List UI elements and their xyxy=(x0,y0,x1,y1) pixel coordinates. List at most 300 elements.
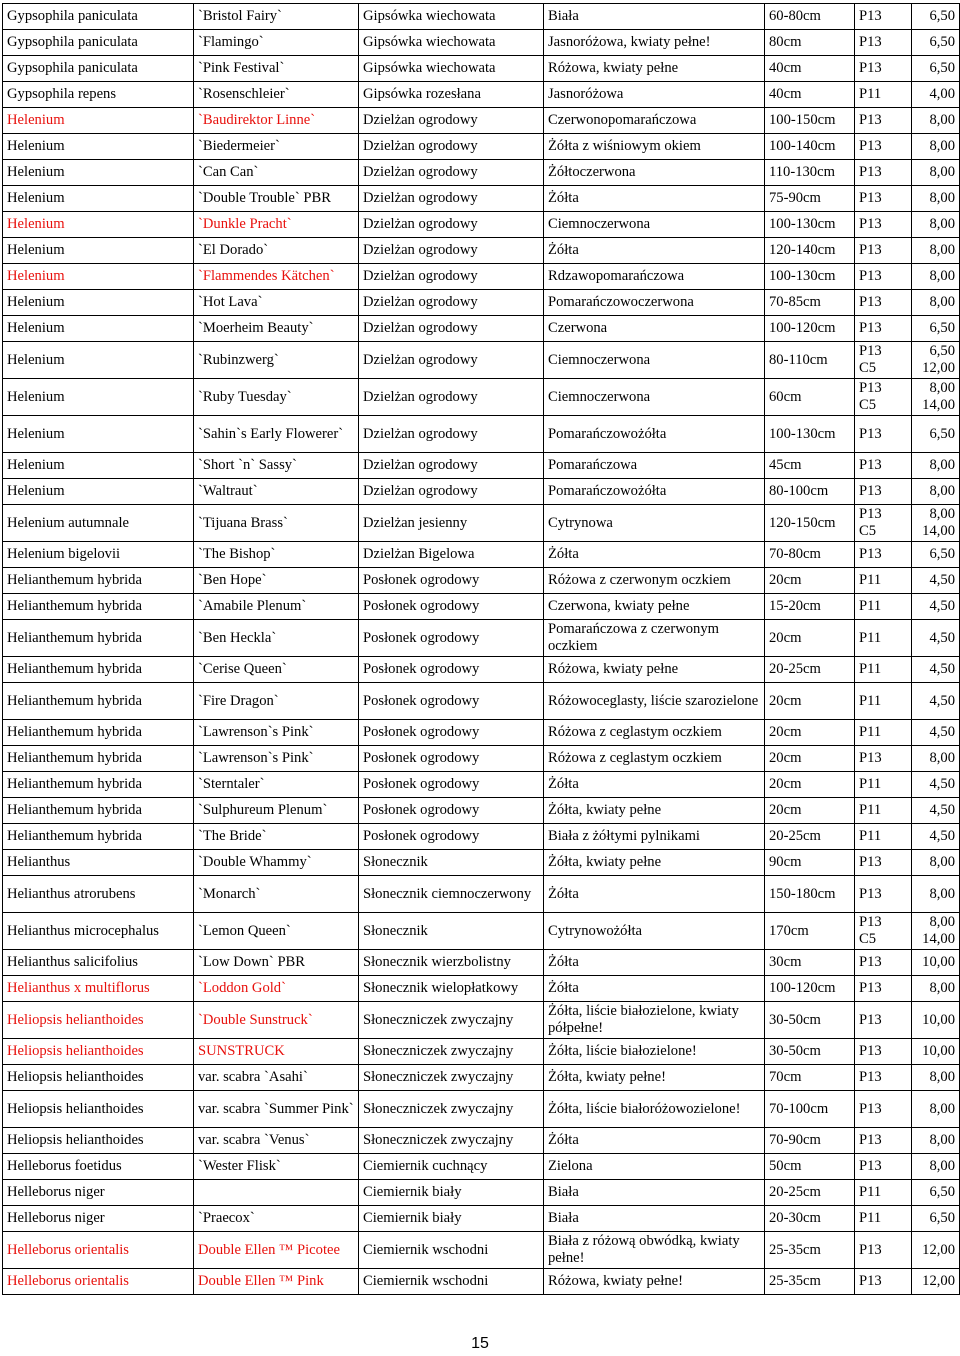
latin-name-cell: Helleborus niger xyxy=(3,1206,194,1232)
description-cell: Biała z żółtymi pylnikami xyxy=(544,824,765,850)
table-row xyxy=(3,876,960,913)
pot-size-cell: P13 xyxy=(855,238,912,264)
height-cell: 40cm xyxy=(765,82,855,108)
height-cell: 110-130cm xyxy=(765,160,855,186)
description-cell: Biała xyxy=(544,4,765,30)
description-cell: Żółta, kwiaty pełne xyxy=(544,798,765,824)
cultivar-cell: `El Dorado` xyxy=(194,238,359,264)
height-cell: 20cm xyxy=(765,683,855,720)
description-cell: Różowa z czerwonym oczkiem xyxy=(544,568,765,594)
height-cell: 20cm xyxy=(765,798,855,824)
height-cell: 20-30cm xyxy=(765,1206,855,1232)
description-cell: Różowoceglasty, liście szarozielone xyxy=(544,683,765,720)
table-row xyxy=(3,798,960,824)
price-cell: 8,00 xyxy=(912,264,960,290)
description-cell: Biała z różową obwódką, kwiaty pełne! xyxy=(544,1232,765,1269)
latin-name-cell: Helenium xyxy=(3,479,194,505)
height-cell: 60-80cm xyxy=(765,4,855,30)
latin-name-cell: Heliopsis helianthoides xyxy=(3,1091,194,1128)
pot-size-cell: P13 xyxy=(855,1232,912,1269)
cultivar-cell: `Tijuana Brass` xyxy=(194,505,359,542)
description-cell: Pomarańczowoczerwona xyxy=(544,290,765,316)
price-cell: 8,00 xyxy=(912,160,960,186)
description-cell: Czerwonopomarańczowa xyxy=(544,108,765,134)
pot-size-cell: P11 xyxy=(855,657,912,683)
plant-price-table xyxy=(2,3,960,1295)
polish-name-cell: Ciemiernik cuchnący xyxy=(359,1154,544,1180)
polish-name-cell: Dzielżan ogrodowy xyxy=(359,290,544,316)
cultivar-cell: `Sahin`s Early Flowerer` xyxy=(194,416,359,453)
table-row xyxy=(3,160,960,186)
cultivar-cell: `Moerheim Beauty` xyxy=(194,316,359,342)
pot-size-cell: P13 xyxy=(855,4,912,30)
cultivar-cell: `Flammendes Kätchen` xyxy=(194,264,359,290)
table-row xyxy=(3,30,960,56)
cultivar-cell: `Amabile Plenum` xyxy=(194,594,359,620)
latin-name-cell: Helenium xyxy=(3,342,194,379)
table-row xyxy=(3,1232,960,1269)
latin-name-cell: Gypsophila paniculata xyxy=(3,56,194,82)
pot-size-cell: P13 xyxy=(855,186,912,212)
price-cell: 6,50 xyxy=(912,4,960,30)
description-cell: Biała xyxy=(544,1206,765,1232)
height-cell: 30-50cm xyxy=(765,1002,855,1039)
latin-name-cell: Helianthus microcephalus xyxy=(3,913,194,950)
pot-size-cell: P13 xyxy=(855,134,912,160)
cultivar-cell: `Ben Heckla` xyxy=(194,620,359,657)
latin-name-cell: Helenium xyxy=(3,290,194,316)
description-cell: Ciemnoczerwona xyxy=(544,342,765,379)
latin-name-cell: Helianthemum hybrida xyxy=(3,746,194,772)
pot-size-cell: P11 xyxy=(855,568,912,594)
table-row xyxy=(3,1091,960,1128)
height-cell: 70-85cm xyxy=(765,290,855,316)
price-cell: 8,00 xyxy=(912,1065,960,1091)
polish-name-cell: Ciemiernik wschodni xyxy=(359,1269,544,1295)
latin-name-cell: Helenium autumnale xyxy=(3,505,194,542)
latin-name-cell: Heliopsis helianthoides xyxy=(3,1128,194,1154)
cultivar-cell: `Praecox` xyxy=(194,1206,359,1232)
cultivar-cell: `Dunkle Pracht` xyxy=(194,212,359,238)
price-cell: 6,50 xyxy=(912,1206,960,1232)
table-row xyxy=(3,746,960,772)
price-cell: 6,50 xyxy=(912,542,960,568)
polish-name-cell: Słonecznik xyxy=(359,913,544,950)
latin-name-cell: Helianthus xyxy=(3,850,194,876)
description-cell: Żółta xyxy=(544,950,765,976)
pot-size-cell: P13 xyxy=(855,316,912,342)
description-cell: Żółta, liście białoróżowozielone! xyxy=(544,1091,765,1128)
polish-name-cell: Słoneczniczek zwyczajny xyxy=(359,1091,544,1128)
height-cell: 170cm xyxy=(765,913,855,950)
price-cell: 10,00 xyxy=(912,1002,960,1039)
description-cell: Pomarańczowa z czerwonym oczkiem xyxy=(544,620,765,657)
price-cell: 8,00 xyxy=(912,1091,960,1128)
polish-name-cell: Słonecznik wielopłatkowy xyxy=(359,976,544,1002)
cultivar-cell: `Ruby Tuesday` xyxy=(194,379,359,416)
price-cell: 8,00 xyxy=(912,479,960,505)
height-cell: 60cm xyxy=(765,379,855,416)
latin-name-cell: Helenium xyxy=(3,134,194,160)
description-cell: Żółta xyxy=(544,542,765,568)
cultivar-cell: `Wester Flisk` xyxy=(194,1154,359,1180)
price-cell: 8,00 xyxy=(912,134,960,160)
polish-name-cell: Dzielżan Bigelowa xyxy=(359,542,544,568)
description-cell: Ciemnoczerwona xyxy=(544,379,765,416)
height-cell: 80cm xyxy=(765,30,855,56)
latin-name-cell: Heliopsis helianthoides xyxy=(3,1002,194,1039)
polish-name-cell: Słoneczniczek zwyczajny xyxy=(359,1039,544,1065)
table-row xyxy=(3,772,960,798)
latin-name-cell: Helenium xyxy=(3,264,194,290)
polish-name-cell: Posłonek ogrodowy xyxy=(359,620,544,657)
table-row xyxy=(3,720,960,746)
description-cell: Jasnoróżowa, kwiaty pełne! xyxy=(544,30,765,56)
price-cell: 8,00 14,00 xyxy=(912,505,960,542)
table-row xyxy=(3,264,960,290)
height-cell: 20cm xyxy=(765,568,855,594)
height-cell: 100-130cm xyxy=(765,416,855,453)
page-number: 15 xyxy=(471,1335,489,1352)
polish-name-cell: Ciemiernik biały xyxy=(359,1206,544,1232)
pot-size-cell: P13 xyxy=(855,976,912,1002)
height-cell: 25-35cm xyxy=(765,1232,855,1269)
polish-name-cell: Słoneczniczek zwyczajny xyxy=(359,1128,544,1154)
price-cell: 6,50 xyxy=(912,56,960,82)
cultivar-cell: `Sulphureum Plenum` xyxy=(194,798,359,824)
polish-name-cell: Słoneczniczek zwyczajny xyxy=(359,1065,544,1091)
price-cell: 6,50 xyxy=(912,416,960,453)
description-cell: Biała xyxy=(544,1180,765,1206)
polish-name-cell: Dzielżan ogrodowy xyxy=(359,160,544,186)
latin-name-cell: Helenium xyxy=(3,212,194,238)
table-body xyxy=(3,4,960,1295)
height-cell: 40cm xyxy=(765,56,855,82)
price-cell: 8,00 xyxy=(912,108,960,134)
table-row xyxy=(3,913,960,950)
polish-name-cell: Słoneczniczek zwyczajny xyxy=(359,1002,544,1039)
pot-size-cell: P13 xyxy=(855,950,912,976)
table-row xyxy=(3,1154,960,1180)
polish-name-cell: Gipsówka wiechowata xyxy=(359,4,544,30)
description-cell: Żółta xyxy=(544,876,765,913)
latin-name-cell: Gypsophila paniculata xyxy=(3,30,194,56)
cultivar-cell: `Fire Dragon` xyxy=(194,683,359,720)
price-cell: 10,00 xyxy=(912,1039,960,1065)
latin-name-cell: Helianthus salicifolius xyxy=(3,950,194,976)
height-cell: 80-100cm xyxy=(765,479,855,505)
pot-size-cell: P13 xyxy=(855,1269,912,1295)
cultivar-cell xyxy=(194,1180,359,1206)
height-cell: 30-50cm xyxy=(765,1039,855,1065)
table-row xyxy=(3,134,960,160)
cultivar-cell: SUNSTRUCK xyxy=(194,1039,359,1065)
pot-size-cell: P13 C5 xyxy=(855,505,912,542)
polish-name-cell: Dzielżan ogrodowy xyxy=(359,316,544,342)
description-cell: Żółta, kwiaty pełne! xyxy=(544,1065,765,1091)
polish-name-cell: Posłonek ogrodowy xyxy=(359,746,544,772)
pot-size-cell: P11 xyxy=(855,1180,912,1206)
height-cell: 15-20cm xyxy=(765,594,855,620)
latin-name-cell: Gypsophila repens xyxy=(3,82,194,108)
cultivar-cell: `Baudirektor Linne` xyxy=(194,108,359,134)
pot-size-cell: P13 xyxy=(855,1002,912,1039)
table-row xyxy=(3,594,960,620)
latin-name-cell: Helleborus foetidus xyxy=(3,1154,194,1180)
height-cell: 20cm xyxy=(765,620,855,657)
polish-name-cell: Dzielżan ogrodowy xyxy=(359,186,544,212)
polish-name-cell: Posłonek ogrodowy xyxy=(359,568,544,594)
table-row xyxy=(3,238,960,264)
pot-size-cell: P13 xyxy=(855,746,912,772)
table-row xyxy=(3,342,960,379)
polish-name-cell: Dzielżan ogrodowy xyxy=(359,212,544,238)
price-cell: 8,00 xyxy=(912,1154,960,1180)
height-cell: 20-25cm xyxy=(765,824,855,850)
polish-name-cell: Ciemiernik wschodni xyxy=(359,1232,544,1269)
price-cell: 4,50 xyxy=(912,657,960,683)
price-cell: 8,00 xyxy=(912,212,960,238)
table-row xyxy=(3,56,960,82)
height-cell: 70-80cm xyxy=(765,542,855,568)
cultivar-cell: `Waltraut` xyxy=(194,479,359,505)
cultivar-cell: `Lemon Queen` xyxy=(194,913,359,950)
latin-name-cell: Helenium xyxy=(3,453,194,479)
cultivar-cell: `Bristol Fairy` xyxy=(194,4,359,30)
price-cell: 4,50 xyxy=(912,683,960,720)
height-cell: 20cm xyxy=(765,772,855,798)
height-cell: 100-130cm xyxy=(765,264,855,290)
table-row xyxy=(3,379,960,416)
polish-name-cell: Posłonek ogrodowy xyxy=(359,798,544,824)
description-cell: Żółta, kwiaty pełne xyxy=(544,850,765,876)
table-row xyxy=(3,620,960,657)
table-row xyxy=(3,657,960,683)
table-row xyxy=(3,82,960,108)
polish-name-cell: Dzielżan ogrodowy xyxy=(359,416,544,453)
cultivar-cell: Double Ellen ™ Picotee xyxy=(194,1232,359,1269)
description-cell: Różowa z ceglastym oczkiem xyxy=(544,720,765,746)
height-cell: 100-140cm xyxy=(765,134,855,160)
pot-size-cell: P13 xyxy=(855,264,912,290)
table-row xyxy=(3,1039,960,1065)
description-cell: Żółta xyxy=(544,976,765,1002)
description-cell: Żółta z wiśniowym okiem xyxy=(544,134,765,160)
height-cell: 120-140cm xyxy=(765,238,855,264)
cultivar-cell: `Ben Hope` xyxy=(194,568,359,594)
cultivar-cell: `Rosenschleier` xyxy=(194,82,359,108)
latin-name-cell: Gypsophila paniculata xyxy=(3,4,194,30)
price-cell: 8,00 xyxy=(912,1128,960,1154)
height-cell: 70-100cm xyxy=(765,1091,855,1128)
cultivar-cell: `Hot Lava` xyxy=(194,290,359,316)
pot-size-cell: P13 xyxy=(855,212,912,238)
polish-name-cell: Ciemiernik biały xyxy=(359,1180,544,1206)
cultivar-cell: var. scabra `Venus` xyxy=(194,1128,359,1154)
table-row xyxy=(3,4,960,30)
table-row xyxy=(3,416,960,453)
latin-name-cell: Helenium xyxy=(3,238,194,264)
pot-size-cell: P13 xyxy=(855,453,912,479)
polish-name-cell: Posłonek ogrodowy xyxy=(359,824,544,850)
cultivar-cell: `Lawrenson`s Pink` xyxy=(194,746,359,772)
description-cell: Czerwona xyxy=(544,316,765,342)
pot-size-cell: P11 xyxy=(855,594,912,620)
cultivar-cell: `The Bishop` xyxy=(194,542,359,568)
price-cell: 4,50 xyxy=(912,772,960,798)
description-cell: Żółta, liście białozielone! xyxy=(544,1039,765,1065)
polish-name-cell: Dzielżan ogrodowy xyxy=(359,453,544,479)
latin-name-cell: Helianthemum hybrida xyxy=(3,720,194,746)
price-cell: 8,00 xyxy=(912,238,960,264)
polish-name-cell: Dzielżan ogrodowy xyxy=(359,342,544,379)
polish-name-cell: Gipsówka wiechowata xyxy=(359,30,544,56)
cultivar-cell: var. scabra `Asahi` xyxy=(194,1065,359,1091)
price-cell: 6,50 xyxy=(912,316,960,342)
cultivar-cell: Double Ellen ™ Pink xyxy=(194,1269,359,1295)
description-cell: Żółta xyxy=(544,772,765,798)
price-cell: 12,00 xyxy=(912,1269,960,1295)
pot-size-cell: P13 C5 xyxy=(855,913,912,950)
description-cell: Pomarańczowa xyxy=(544,453,765,479)
height-cell: 75-90cm xyxy=(765,186,855,212)
polish-name-cell: Słonecznik wierzbolistny xyxy=(359,950,544,976)
description-cell: Pomarańczowożółta xyxy=(544,479,765,505)
cultivar-cell: `Double Whammy` xyxy=(194,850,359,876)
table-row xyxy=(3,1128,960,1154)
price-cell: 4,50 xyxy=(912,620,960,657)
polish-name-cell: Dzielżan ogrodowy xyxy=(359,379,544,416)
table-row xyxy=(3,108,960,134)
cultivar-cell: `Double Trouble` PBR xyxy=(194,186,359,212)
price-cell: 8,00 xyxy=(912,976,960,1002)
price-cell: 4,50 xyxy=(912,798,960,824)
table-row xyxy=(3,212,960,238)
latin-name-cell: Helenium bigelovii xyxy=(3,542,194,568)
latin-name-cell: Heliopsis helianthoides xyxy=(3,1065,194,1091)
description-cell: Żółta xyxy=(544,186,765,212)
height-cell: 25-35cm xyxy=(765,1269,855,1295)
latin-name-cell: Helianthemum hybrida xyxy=(3,683,194,720)
description-cell: Rdzawopomarańczowa xyxy=(544,264,765,290)
price-cell: 8,00 xyxy=(912,746,960,772)
description-cell: Różowa, kwiaty pełne! xyxy=(544,1269,765,1295)
latin-name-cell: Helleborus orientalis xyxy=(3,1232,194,1269)
latin-name-cell: Helianthemum hybrida xyxy=(3,594,194,620)
cultivar-cell: `Monarch` xyxy=(194,876,359,913)
cultivar-cell: `Biedermeier` xyxy=(194,134,359,160)
pot-size-cell: P13 xyxy=(855,1154,912,1180)
latin-name-cell: Helianthemum hybrida xyxy=(3,798,194,824)
polish-name-cell: Posłonek ogrodowy xyxy=(359,594,544,620)
polish-name-cell: Posłonek ogrodowy xyxy=(359,772,544,798)
latin-name-cell: Helianthemum hybrida xyxy=(3,568,194,594)
description-cell: Pomarańczowożółta xyxy=(544,416,765,453)
cultivar-cell: `Cerise Queen` xyxy=(194,657,359,683)
cultivar-cell: `Lawrenson`s Pink` xyxy=(194,720,359,746)
pot-size-cell: P11 xyxy=(855,720,912,746)
pot-size-cell: P11 xyxy=(855,1206,912,1232)
polish-name-cell: Dzielżan ogrodowy xyxy=(359,134,544,160)
description-cell: Ciemnoczerwona xyxy=(544,212,765,238)
table-row xyxy=(3,316,960,342)
pot-size-cell: P13 xyxy=(855,542,912,568)
description-cell: Różowa, kwiaty pełne xyxy=(544,56,765,82)
pot-size-cell: P13 xyxy=(855,160,912,186)
description-cell: Żółta xyxy=(544,238,765,264)
description-cell: Cytrynowa xyxy=(544,505,765,542)
height-cell: 20cm xyxy=(765,720,855,746)
pot-size-cell: P13 C5 xyxy=(855,342,912,379)
table-row xyxy=(3,290,960,316)
cultivar-cell: `Short `n` Sassy` xyxy=(194,453,359,479)
description-cell: Cytrynowożółta xyxy=(544,913,765,950)
polish-name-cell: Słonecznik xyxy=(359,850,544,876)
height-cell: 90cm xyxy=(765,850,855,876)
table-row xyxy=(3,1269,960,1295)
pot-size-cell: P13 xyxy=(855,479,912,505)
latin-name-cell: Helianthemum hybrida xyxy=(3,824,194,850)
pot-size-cell: P11 xyxy=(855,683,912,720)
price-cell: 10,00 xyxy=(912,950,960,976)
height-cell: 120-150cm xyxy=(765,505,855,542)
cultivar-cell: `Low Down` PBR xyxy=(194,950,359,976)
description-cell: Żółtoczerwona xyxy=(544,160,765,186)
cultivar-cell: `Loddon Gold` xyxy=(194,976,359,1002)
latin-name-cell: Heliopsis helianthoides xyxy=(3,1039,194,1065)
price-cell: 4,50 xyxy=(912,824,960,850)
height-cell: 70cm xyxy=(765,1065,855,1091)
cultivar-cell: var. scabra `Summer Pink` xyxy=(194,1091,359,1128)
pot-size-cell: P11 xyxy=(855,824,912,850)
cultivar-cell: `Can Can` xyxy=(194,160,359,186)
latin-name-cell: Helianthemum hybrida xyxy=(3,657,194,683)
price-cell: 8,00 xyxy=(912,850,960,876)
height-cell: 100-150cm xyxy=(765,108,855,134)
latin-name-cell: Helleborus niger xyxy=(3,1180,194,1206)
pot-size-cell: P13 xyxy=(855,1128,912,1154)
table-row xyxy=(3,453,960,479)
polish-name-cell: Dzielżan ogrodowy xyxy=(359,238,544,264)
latin-name-cell: Helleborus orientalis xyxy=(3,1269,194,1295)
price-cell: 6,50 xyxy=(912,30,960,56)
height-cell: 20-25cm xyxy=(765,1180,855,1206)
latin-name-cell: Helenium xyxy=(3,379,194,416)
price-cell: 8,00 xyxy=(912,453,960,479)
pot-size-cell: P13 C5 xyxy=(855,379,912,416)
description-cell: Żółta xyxy=(544,1128,765,1154)
price-cell: 8,00 14,00 xyxy=(912,913,960,950)
table-row xyxy=(3,479,960,505)
height-cell: 80-110cm xyxy=(765,342,855,379)
polish-name-cell: Gipsówka wiechowata xyxy=(359,56,544,82)
pot-size-cell: P13 xyxy=(855,30,912,56)
latin-name-cell: Helianthus x multiflorus xyxy=(3,976,194,1002)
height-cell: 100-120cm xyxy=(765,976,855,1002)
table-row xyxy=(3,1002,960,1039)
table-row xyxy=(3,542,960,568)
price-cell: 4,00 xyxy=(912,82,960,108)
table-row xyxy=(3,824,960,850)
price-cell: 12,00 xyxy=(912,1232,960,1269)
polish-name-cell: Posłonek ogrodowy xyxy=(359,683,544,720)
table-row xyxy=(3,683,960,720)
polish-name-cell: Dzielżan ogrodowy xyxy=(359,479,544,505)
height-cell: 70-90cm xyxy=(765,1128,855,1154)
price-cell: 6,50 xyxy=(912,1180,960,1206)
table-row xyxy=(3,1065,960,1091)
table-row xyxy=(3,568,960,594)
